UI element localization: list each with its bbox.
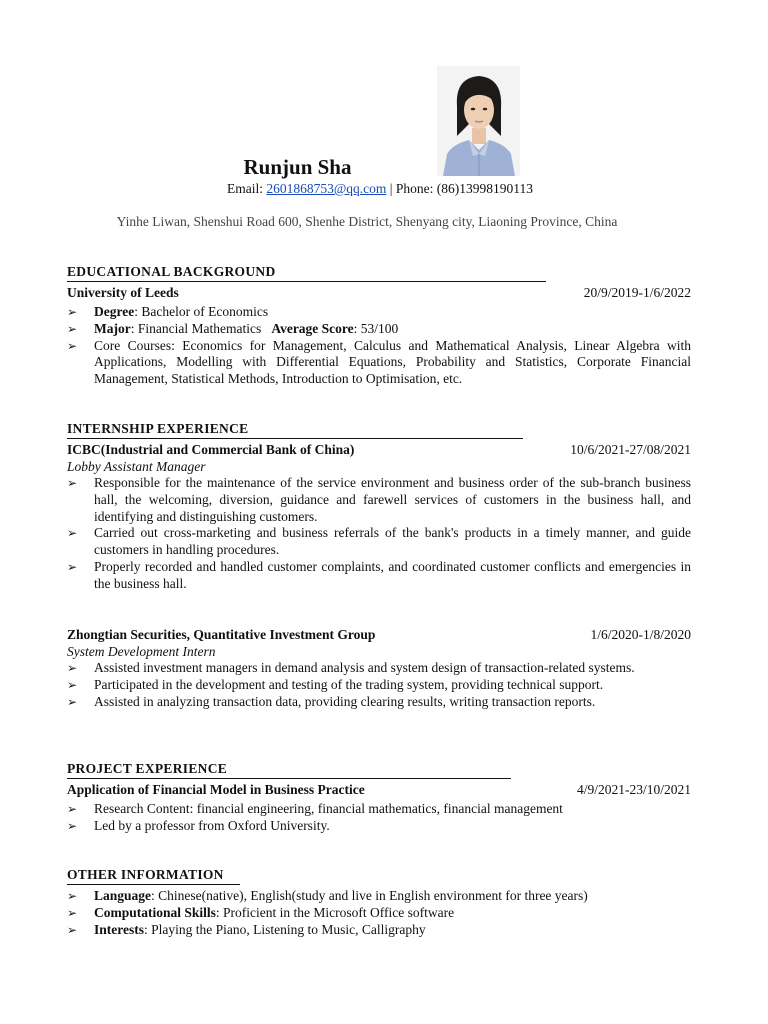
project-dates: 4/9/2021-23/10/2021 bbox=[577, 782, 691, 797]
project-detail: Led by a professor from Oxford University. bbox=[94, 817, 330, 833]
major-value: : Financial Mathematics bbox=[130, 320, 272, 336]
arrow-bullet-icon: ➢ bbox=[67, 889, 78, 903]
section-title-education: EDUCATIONAL BACKGROUND bbox=[67, 264, 546, 282]
duty-text: Properly recorded and handled customer complaints, and coordinated customer conflicts and emergencies in the business hall. bbox=[94, 558, 691, 591]
list-item bbox=[67, 818, 691, 835]
list-item bbox=[67, 905, 691, 922]
education-dates: 20/9/2019-1/6/2022 bbox=[583, 285, 691, 300]
arrow-bullet-icon: ➢ bbox=[67, 922, 78, 937]
degree-label: Degree bbox=[94, 304, 135, 319]
arrow-bullet-icon: ➢ bbox=[67, 321, 78, 336]
arrow-bullet-icon: ➢ bbox=[67, 476, 78, 490]
core-courses: Core Courses: Economics for Management, Calculus and Mathematical Analysis, Linear Algebra with Applications, Modelling with Differential Equations, Probability and Statistics, Corporate Financial Management, Statistical Methods, Introduction to Optimisation, etc. bbox=[94, 337, 691, 387]
arrow-bullet-icon: ➢ bbox=[67, 526, 78, 541]
list-item bbox=[67, 338, 691, 388]
education-list bbox=[67, 304, 691, 388]
project-detail: Research Content: financial engineering, financial mathematics, financial management bbox=[94, 801, 563, 816]
job-duties-list bbox=[67, 475, 691, 593]
candidate-name: Runjun Sha bbox=[243, 155, 352, 179]
duty-text: Carried out cross-marketing and business referrals of the bank's products in a timely manner, and guide customers in handling procedures. bbox=[94, 525, 691, 558]
job-dates: 10/6/2021-27/08/2021 bbox=[570, 442, 691, 457]
arrow-bullet-icon: ➢ bbox=[67, 905, 78, 920]
language-value: : Chinese(native), English(study and live in English environment for three years) bbox=[151, 888, 588, 903]
job-header-row bbox=[67, 441, 691, 458]
arrow-bullet-icon: ➢ bbox=[67, 338, 78, 353]
score-label: Average Score bbox=[271, 320, 354, 336]
section-title-internship: INTERNSHIP EXPERIENCE bbox=[67, 421, 523, 439]
list-item bbox=[67, 559, 691, 593]
section-title-other: OTHER INFORMATION bbox=[67, 867, 240, 885]
job-duties-list bbox=[67, 660, 691, 710]
school-name: University of Leeds bbox=[67, 285, 179, 300]
job-header-row bbox=[67, 626, 691, 643]
duty-text: Participated in the development and testing of the trading system, providing technical support. bbox=[94, 676, 604, 692]
arrow-bullet-icon: ➢ bbox=[67, 802, 78, 816]
duty-text: Responsible for the maintenance of the service environment and business order of the sub-branch business hall, the welcoming, diversion, guidance and farewell services of customers in the business hall, and identifying and distinguishing customers. bbox=[94, 475, 691, 524]
interests-label: Interests bbox=[94, 921, 144, 937]
degree-value: : Bachelor of Economics bbox=[134, 304, 269, 319]
email-link[interactable]: 2601868753@qq.com bbox=[266, 181, 387, 196]
phone-number: (86)13998190113 bbox=[436, 181, 534, 196]
arrow-bullet-icon: ➢ bbox=[67, 305, 78, 319]
arrow-bullet-icon: ➢ bbox=[67, 818, 78, 833]
contact-line bbox=[0, 180, 760, 197]
list-item bbox=[67, 888, 691, 905]
list-item bbox=[67, 475, 691, 525]
phone-label: | Phone: bbox=[386, 181, 437, 196]
interests-value: : Playing the Piano, Listening to Music, Calligraphy bbox=[144, 921, 426, 937]
list-item bbox=[67, 321, 691, 338]
score-value: : 53/100 bbox=[353, 320, 399, 336]
list-item bbox=[67, 660, 691, 677]
job-role: System Development Intern bbox=[67, 644, 216, 659]
list-item bbox=[67, 694, 691, 711]
job-org: Zhongtian Securities, Quantitative Investment Group bbox=[67, 627, 376, 642]
section-title-project: PROJECT EXPERIENCE bbox=[67, 761, 511, 779]
major-label: Major bbox=[94, 320, 131, 336]
arrow-bullet-icon: ➢ bbox=[67, 559, 78, 574]
list-item bbox=[67, 525, 691, 559]
project-name: Application of Financial Model in Business Practice bbox=[67, 782, 365, 797]
email-label: Email: bbox=[226, 181, 267, 196]
duty-text: Assisted in analyzing transaction data, providing clearing results, writing transaction reports. bbox=[94, 693, 596, 709]
arrow-bullet-icon: ➢ bbox=[67, 661, 78, 675]
home-address: Yinhe Liwan, Shenshui Road 600, Shenhe District, Shenyang city, Liaoning Province, China bbox=[116, 214, 618, 229]
job-role: Lobby Assistant Manager bbox=[67, 459, 206, 474]
list-item bbox=[67, 304, 691, 321]
list-item bbox=[67, 922, 691, 939]
project-header-row bbox=[67, 781, 691, 798]
list-item bbox=[67, 677, 691, 694]
skills-value: : Proficient in the Microsoft Office software bbox=[215, 904, 455, 920]
arrow-bullet-icon: ➢ bbox=[67, 694, 78, 709]
project-list bbox=[67, 801, 691, 835]
language-label: Language bbox=[94, 888, 152, 903]
job-dates: 1/6/2020-1/8/2020 bbox=[590, 627, 691, 642]
skills-label: Computational Skills bbox=[94, 904, 216, 920]
duty-text: Assisted investment managers in demand analysis and system design of transaction-related systems. bbox=[94, 660, 635, 675]
other-info-list bbox=[67, 888, 691, 938]
job-org: ICBC(Industrial and Commercial Bank of China) bbox=[67, 442, 355, 457]
list-item bbox=[67, 801, 691, 818]
education-header-row bbox=[67, 284, 691, 301]
arrow-bullet-icon: ➢ bbox=[67, 677, 78, 692]
